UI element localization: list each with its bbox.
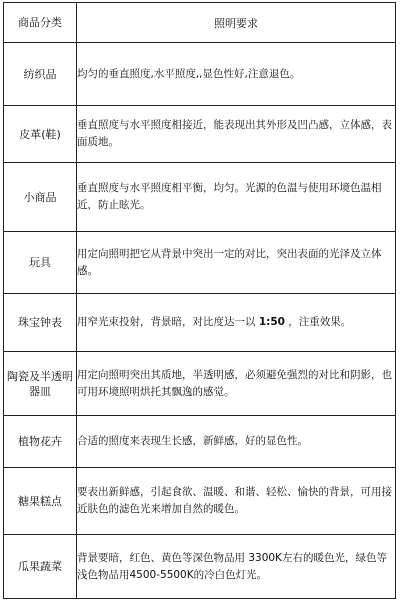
table-row bbox=[4, 232, 396, 294]
requirement-cell: 背景要暗，红色、黄色等深色物品用 3300K左右的暖色光，绿色等浅色物品用4500-5500K的冷白色灯光。 bbox=[77, 535, 396, 599]
requirement-cell: 均匀的垂直照度,水平照度,,显色性好,注意退色。 bbox=[77, 43, 396, 106]
table-row bbox=[4, 294, 396, 352]
category-cell: 皮革(鞋) bbox=[4, 106, 77, 163]
requirement-cell: 合适的照度来表现生长感，新鲜感，好的显色性。 bbox=[77, 416, 396, 468]
table-row bbox=[4, 468, 396, 535]
requirement-text-post: ，注重效果。 bbox=[284, 316, 352, 328]
category-cell: 植物花卉 bbox=[4, 416, 77, 468]
requirement-cell: 用定向照明突出其质地，半透明感，必须避免强烈的对比和阴影，也可用环境照明烘托其飘逸的感觉。 bbox=[77, 352, 396, 416]
category-cell: 瓜果蔬菜 bbox=[4, 535, 77, 599]
requirement-cell: 要表出新鲜感，引起食欲、温暖、和谐、轻松、愉快的背景，可用接近肤色的滤色光来增加自然的暖色。 bbox=[77, 468, 396, 535]
requirement-cell bbox=[77, 294, 396, 352]
requirement-cell: 用定向照明把它从背景中突出一定的对比，突出表面的光泽及立体感。 bbox=[77, 232, 396, 294]
requirement-cell: 垂直照度与水平照度相平衡，均匀。光源的色温与使用环境色温相近，防止眩光。 bbox=[77, 163, 396, 232]
requirement-text-pre: 用窄光束投射，背景暗，对比度达一以 bbox=[77, 316, 259, 328]
category-cell: 纺织品 bbox=[4, 43, 77, 106]
table-header-row bbox=[4, 3, 396, 43]
table-row bbox=[4, 163, 396, 232]
table-row bbox=[4, 43, 396, 106]
table-row bbox=[4, 416, 396, 468]
category-cell: 糖果糕点 bbox=[4, 468, 77, 535]
category-cell: 玩具 bbox=[4, 232, 77, 294]
table-row bbox=[4, 106, 396, 163]
header-category: 商品分类 bbox=[4, 3, 77, 43]
lighting-requirements-table bbox=[3, 2, 396, 599]
requirement-cell: 垂直照度与水平照度相接近，能表现出其外形及凹凸感，立体感，表面质地。 bbox=[77, 106, 396, 163]
table-row bbox=[4, 352, 396, 416]
table-row bbox=[4, 535, 396, 599]
header-requirement: 照明要求 bbox=[77, 3, 396, 43]
category-cell: 小商品 bbox=[4, 163, 77, 232]
category-cell: 陶瓷及半透明器皿 bbox=[4, 352, 77, 416]
category-cell: 珠宝钟表 bbox=[4, 294, 77, 352]
contrast-ratio-value: 1:50 bbox=[258, 316, 285, 328]
